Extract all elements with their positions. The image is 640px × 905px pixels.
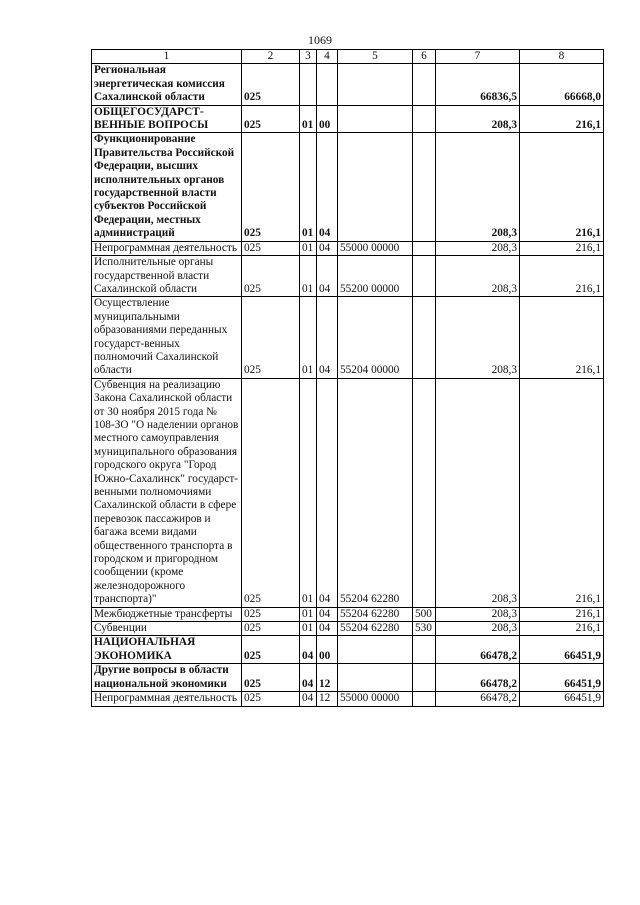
table-body xyxy=(92,64,604,706)
target-article-code: 55204 62280 xyxy=(338,622,413,636)
item-name: Региональная энергетическая комиссия Сахалинской области xyxy=(92,64,242,105)
expense-type-code xyxy=(413,241,436,255)
item-name: Непрограммная деятельность xyxy=(92,692,242,706)
subsection-code: 04 xyxy=(317,256,338,297)
expense-type-code: 530 xyxy=(413,622,436,636)
column-header: 4 xyxy=(317,50,338,64)
amount-year-1: 66478,2 xyxy=(436,664,520,692)
subsection-code: 04 xyxy=(317,622,338,636)
table-row xyxy=(92,378,604,607)
amount-year-2: 216,1 xyxy=(520,133,604,241)
ministry-code: 025 xyxy=(242,64,300,105)
table-row xyxy=(92,241,604,255)
ministry-code: 025 xyxy=(242,607,300,621)
amount-year-1: 208,3 xyxy=(436,297,520,378)
expense-type-code: 500 xyxy=(413,607,436,621)
column-header: 3 xyxy=(300,50,317,64)
subsection-code: 04 xyxy=(317,241,338,255)
table-row xyxy=(92,297,604,378)
section-code: 04 xyxy=(300,636,317,664)
table-row xyxy=(92,607,604,621)
subsection-code: 04 xyxy=(317,607,338,621)
target-article-code xyxy=(338,636,413,664)
column-header: 2 xyxy=(242,50,300,64)
section-code: 01 xyxy=(300,256,317,297)
item-name: Исполнительные органы государственной власти Сахалинской области xyxy=(92,256,242,297)
page-number: 1069 xyxy=(308,33,332,47)
amount-year-2: 216,1 xyxy=(520,241,604,255)
table-row xyxy=(92,105,604,133)
target-article-code xyxy=(338,64,413,105)
table-row xyxy=(92,692,604,706)
item-name: Функционирование Правительства Российской Федерации, высших исполнительных органов государственной власти субъектов Российской Федерации, местных администраций xyxy=(92,133,242,241)
section-code: 01 xyxy=(300,105,317,133)
amount-year-2: 66668,0 xyxy=(520,64,604,105)
ministry-code: 025 xyxy=(242,241,300,255)
section-code: 01 xyxy=(300,297,317,378)
ministry-code: 025 xyxy=(242,297,300,378)
subsection-code: 04 xyxy=(317,133,338,241)
amount-year-1: 208,3 xyxy=(436,105,520,133)
target-article-code: 55204 62280 xyxy=(338,607,413,621)
table-row xyxy=(92,636,604,664)
expense-type-code xyxy=(413,105,436,133)
item-name: НАЦИОНАЛЬНАЯ ЭКОНОМИКА xyxy=(92,636,242,664)
target-article-code xyxy=(338,133,413,241)
amount-year-2: 216,1 xyxy=(520,297,604,378)
table-row xyxy=(92,133,604,241)
target-article-code: 55200 00000 xyxy=(338,256,413,297)
section-code: 04 xyxy=(300,664,317,692)
ministry-code: 025 xyxy=(242,692,300,706)
table-row xyxy=(92,64,604,105)
target-article-code: 55000 00000 xyxy=(338,692,413,706)
item-name: Межбюджетные трансферты xyxy=(92,607,242,621)
column-header: 6 xyxy=(413,50,436,64)
amount-year-1: 208,3 xyxy=(436,622,520,636)
amount-year-2: 66451,9 xyxy=(520,664,604,692)
ministry-code: 025 xyxy=(242,105,300,133)
amount-year-2: 216,1 xyxy=(520,256,604,297)
table-row xyxy=(92,664,604,692)
item-name: ОБЩЕГОСУДАРСТ-ВЕННЫЕ ВОПРОСЫ xyxy=(92,105,242,133)
target-article-code xyxy=(338,105,413,133)
expense-type-code xyxy=(413,133,436,241)
amount-year-1: 66836,5 xyxy=(436,64,520,105)
item-name: Субвенция на реализацию Закона Сахалинской области от 30 ноября 2015 года № 108-ЗО "О наделении органов местного самоуправления муниципального образования городского округа "Город Южно-Сахалинск" государст-венными полномочиями Сахалинской области в сфере перевозок пассажиров и багажа всеми видами общественного транспорта в городском и пригородном сообщении (кроме железнодорожного транспорта)" xyxy=(92,378,242,607)
target-article-code: 55204 00000 xyxy=(338,297,413,378)
amount-year-2: 216,1 xyxy=(520,622,604,636)
amount-year-2: 66451,9 xyxy=(520,636,604,664)
target-article-code: 55204 62280 xyxy=(338,378,413,607)
column-header: 5 xyxy=(338,50,413,64)
item-name: Непрограммная деятельность xyxy=(92,241,242,255)
amount-year-1: 208,3 xyxy=(436,256,520,297)
amount-year-1: 66478,2 xyxy=(436,692,520,706)
section-code: 01 xyxy=(300,241,317,255)
amount-year-2: 216,1 xyxy=(520,607,604,621)
target-article-code xyxy=(338,664,413,692)
ministry-code: 025 xyxy=(242,256,300,297)
section-code: 01 xyxy=(300,622,317,636)
amount-year-2: 216,1 xyxy=(520,378,604,607)
ministry-code: 025 xyxy=(242,664,300,692)
column-header: 1 xyxy=(92,50,242,64)
column-header: 8 xyxy=(520,50,604,64)
amount-year-1: 208,3 xyxy=(436,378,520,607)
subsection-code: 12 xyxy=(317,692,338,706)
budget-table xyxy=(91,49,604,707)
expense-type-code xyxy=(413,378,436,607)
expense-type-code xyxy=(413,664,436,692)
ministry-code: 025 xyxy=(242,378,300,607)
table-row xyxy=(92,622,604,636)
column-header: 7 xyxy=(436,50,520,64)
section-code: 01 xyxy=(300,133,317,241)
header-row xyxy=(92,50,604,64)
item-name: Другие вопросы в области национальной экономики xyxy=(92,664,242,692)
section-code: 04 xyxy=(300,692,317,706)
subsection-code: 04 xyxy=(317,378,338,607)
expense-type-code xyxy=(413,297,436,378)
expense-type-code xyxy=(413,256,436,297)
table-row xyxy=(92,256,604,297)
ministry-code: 025 xyxy=(242,622,300,636)
amount-year-1: 66478,2 xyxy=(436,636,520,664)
amount-year-2: 216,1 xyxy=(520,105,604,133)
ministry-code: 025 xyxy=(242,133,300,241)
section-code: 01 xyxy=(300,607,317,621)
item-name: Осуществление муниципальными образованиями переданных государст-венных полномочий Сахалинской области xyxy=(92,297,242,378)
subsection-code: 04 xyxy=(317,297,338,378)
subsection-code: 00 xyxy=(317,636,338,664)
subsection-code: 12 xyxy=(317,664,338,692)
subsection-code: 00 xyxy=(317,105,338,133)
amount-year-1: 208,3 xyxy=(436,133,520,241)
section-code xyxy=(300,64,317,105)
target-article-code: 55000 00000 xyxy=(338,241,413,255)
section-code: 01 xyxy=(300,378,317,607)
expense-type-code xyxy=(413,64,436,105)
ministry-code: 025 xyxy=(242,636,300,664)
expense-type-code xyxy=(413,636,436,664)
expense-type-code xyxy=(413,692,436,706)
subsection-code xyxy=(317,64,338,105)
amount-year-2: 66451,9 xyxy=(520,692,604,706)
amount-year-1: 208,3 xyxy=(436,241,520,255)
amount-year-1: 208,3 xyxy=(436,607,520,621)
item-name: Субвенции xyxy=(92,622,242,636)
